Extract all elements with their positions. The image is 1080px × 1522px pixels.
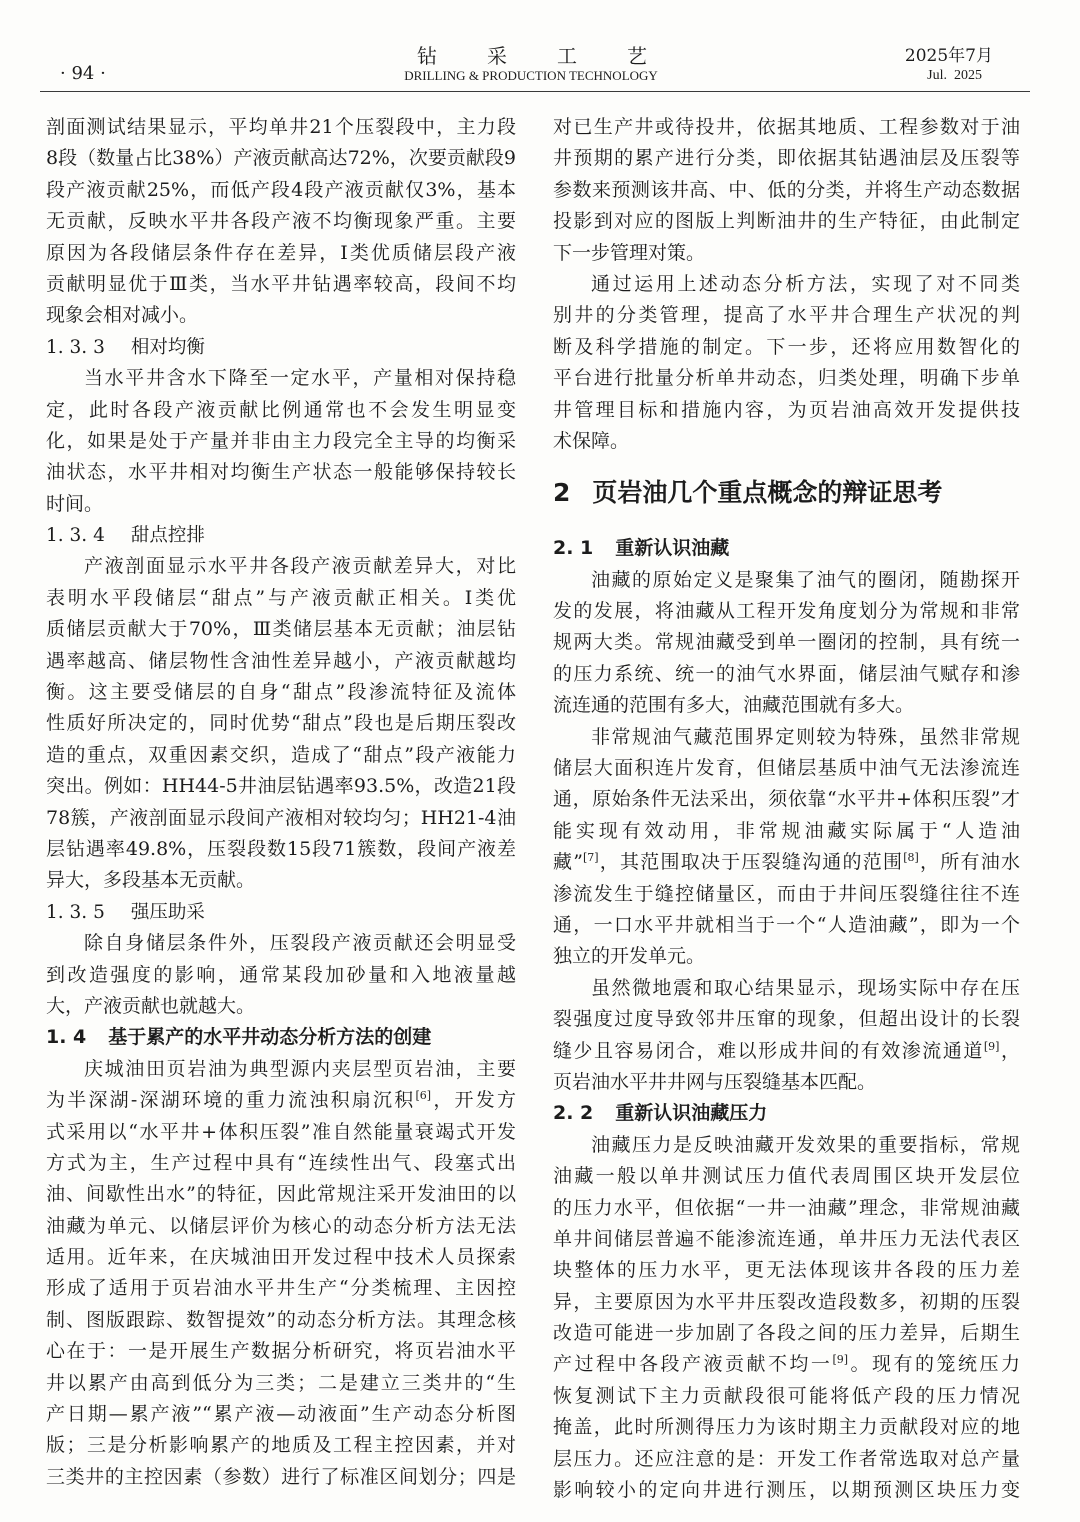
text-line: 78簇，产液剖面显示段间产液相对较均匀；HH21-4油 (46, 806, 516, 829)
text-line: 无贡献，反映水平井各段产液不均衡现象严重。主要 (46, 210, 516, 233)
text-line: 井以累产由高到低分为三类；二是建立三类井的“生 (46, 1371, 516, 1394)
text-line: 油状态，水平井相对均衡生产状态一般能够保持较长 (46, 461, 516, 484)
heading-title: 重新认识油藏 (615, 537, 730, 560)
text-line: 大，产液贡献也就越大。 (46, 994, 256, 1017)
text-line: 发的发展，将油藏从工程开发角度划分为常规和非常 (553, 600, 1020, 623)
heading-number: 1. 3. 5 (46, 901, 105, 923)
heading-title: 强压助采 (130, 901, 205, 923)
text-line: 渗流发生于缝控储量区，而由于井间压裂缝往往不连 (553, 882, 1020, 905)
text-line: 油藏压力是反映油藏开发效果的重要指标，常规 (591, 1133, 1020, 1156)
text-line: 质储层贡献大于70%，Ⅲ类储层基本无贡献；油层钻 (46, 618, 516, 641)
heading-number: 2. 2 (553, 1102, 594, 1125)
text-line: 制、图版跟踪、数智提效”的动态分析方法。其理念核 (46, 1308, 516, 1331)
paragraph (553, 269, 1020, 457)
text-line (553, 1349, 1020, 1380)
journal-title-english: DRILLING & PRODUCTION TECHNOLOGY (404, 68, 658, 83)
text-line: 异大，多段基本无贡献。 (46, 869, 256, 892)
header-divider (40, 91, 1030, 92)
text-line: 定，此时各段产液贡献比例通常也不会发生明显变 (46, 398, 516, 421)
citation-ref: [8] (903, 851, 919, 865)
paragraph (553, 973, 1020, 1099)
text-line: 虽然微地震和取心结果显示，现场实际中存在压 (591, 976, 1020, 999)
text-line: 式采用以“水平井+体积压裂”准自然能量衰竭式开发 (46, 1120, 516, 1143)
text-line: 层钻遇率49.8%，压裂段数15段71簇数，段间产液差 (46, 837, 516, 860)
heading-number: 2 (553, 478, 571, 508)
text-line: 段产液贡献25%，而低产段4段产液贡献仅3%，基本 (46, 178, 516, 201)
text-line: 表明水平段储层“甜点”与产液贡献正相关。Ⅰ类优 (46, 586, 516, 609)
text-line: 贡献明显优于Ⅲ类，当水平井钻遇率较高，段间不均 (46, 272, 516, 295)
heading-title: 基于累产的水平井动态分析方法的创建 (108, 1026, 432, 1049)
text-line: 层压力。还应注意的是：开发工作者常选取对总产量 (553, 1447, 1020, 1470)
text-segment: 。现有的笼统压力 (848, 1353, 1020, 1376)
heading-number: 1. 4 (46, 1026, 87, 1049)
heading-title: 页岩油几个重点概念的辩证思考 (592, 478, 943, 508)
text-line: 规两大类。常规油藏受到单一圈闭的控制，具有统一 (553, 631, 1020, 654)
text-line: 现象会相对减小。 (46, 304, 199, 327)
text-line: 三类井的主控因素（参数）进行了标准区间划分；四是 (46, 1465, 516, 1488)
text-line: 油藏一般以单井测试压力值代表周围区块开发层位 (553, 1165, 1020, 1188)
text-line: 储层大面积连片发育，但储层基质中油气无法渗流连 (553, 757, 1020, 780)
right-column (553, 112, 1020, 1506)
paragraph (46, 112, 516, 332)
text-line: 产液剖面显示水平井各段产液贡献差异大，对比 (84, 555, 516, 578)
text-line: 时间。 (46, 492, 104, 515)
text-line: 遇率越高、储层物性含油性差异越小，产液贡献越均 (46, 649, 516, 672)
paragraph (46, 928, 516, 1022)
paragraph (553, 112, 1020, 269)
subsection-heading (46, 897, 516, 928)
text-line: 方式为主，生产过程中具有“连续性出气、段塞式出 (46, 1151, 516, 1174)
paragraph (553, 1130, 1020, 1507)
text-line: 裂强度过度导致邻井压窜的现象，但超出设计的长裂 (553, 1008, 1020, 1031)
text-line: 心在于：一是开展生产数据分析研究，将页岩油水平 (46, 1340, 516, 1363)
paragraph (46, 1054, 516, 1493)
text-segment: ，其范围取决于压裂缝沟通的范围 (598, 851, 904, 874)
text-line: 化，如果是处于产量并非由主力段完全主导的均衡采 (46, 429, 516, 452)
text-segment: 缝少且容易闭合，难以形成井间的有效渗流通道 (553, 1039, 984, 1062)
text-line: 井管理目标和措施内容，为页岩油高效开发提供技 (553, 398, 1020, 421)
text-line: 平台进行批量分析单井动态，归类处理，明确下步单 (553, 367, 1020, 390)
section-heading (553, 533, 1020, 564)
text-line (553, 847, 1020, 878)
text-line: 到改造强度的影响，通常某段加砂量和入地液量越 (46, 963, 516, 986)
text-line: 投影到对应的图版上判断油井的生产特征，由此制定 (553, 210, 1020, 233)
text-line: 通过运用上述动态分析方法，实现了对不同类 (591, 272, 1020, 295)
citation-ref: [9] (832, 1353, 849, 1367)
text-segment: 为半深湖-深湖环境的重力流浊积扇沉积 (46, 1089, 416, 1112)
text-line: 独立的开发单元。 (553, 945, 706, 968)
text-line: 参数来预测该井高、中、低的分类，并将生产动态数据 (553, 178, 1020, 201)
section-heading (46, 1022, 516, 1053)
text-line: 的压力系统、统一的油气水界面，储层油气赋存和渗 (553, 662, 1020, 685)
text-line: 井预期的累产进行分类，即依据其钻遇油层及压裂等 (553, 147, 1020, 170)
citation-ref: [6] (415, 1089, 432, 1103)
text-line: 异，主要原因为水平井压裂改造段数多，初期的压裂 (553, 1290, 1020, 1313)
heading-number: 1. 3. 4 (46, 525, 105, 547)
issue-date-chinese: 2025年7月 (904, 46, 993, 66)
text-line: 恢复测试下主力贡献段很可能将低产段的压力情况 (553, 1384, 1020, 1407)
text-line: 对已生产井或待投井，依据其地质、工程参数对于油 (553, 116, 1020, 138)
text-line: 改造可能进一步加剧了各段之间的压力差异，后期生 (553, 1322, 1020, 1345)
heading-title: 相对均衡 (130, 336, 205, 358)
text-line: 掩盖，此时所测得压力为该时期主力贡献段对应的地 (553, 1416, 1020, 1439)
text-segment: ，所有油水 (918, 851, 1020, 874)
heading-title: 甜点控排 (130, 525, 205, 547)
text-line: 适用。近年来，在庆城油田开发过程中技术人员探索 (46, 1246, 516, 1269)
citation-ref: [7] (582, 851, 599, 865)
text-line: 术保障。 (553, 429, 630, 452)
text-line: 8段（数量占比38%）产液贡献高达72%，次要贡献段9 (46, 147, 516, 170)
page-number: · 94 · (60, 63, 106, 84)
text-line: 单井间储层普遍不能渗流连通，单井压力无法代表区 (553, 1227, 1020, 1250)
issue-date-english: Jul. 2025 (927, 68, 982, 83)
paragraph (553, 565, 1020, 722)
text-line (46, 1085, 516, 1116)
text-line: 下一步管理对策。 (553, 241, 706, 264)
heading-number: 1. 3. 3 (46, 336, 105, 358)
text-line: 性质好所决定的，同时优势“甜点”段也是后期压裂改 (46, 712, 516, 735)
text-segment: ，开发方 (431, 1089, 516, 1112)
chapter-heading (553, 471, 1020, 515)
text-line: 页岩油水平井井网与压裂缝基本匹配。 (553, 1070, 877, 1093)
text-line: 造的重点，双重因素交织，造成了“甜点”段产液能力 (46, 743, 516, 766)
heading-title: 重新认识油藏压力 (615, 1102, 768, 1125)
text-line: 剖面测试结果显示，平均单井21个压裂段中，主力段 (46, 116, 516, 138)
text-line: 突出。例如：HH44-5井油层钻遇率93.5%，改造21段 (46, 775, 516, 798)
subsection-heading (46, 520, 516, 551)
text-line: 通，一口水平井就相当于一个“人造油藏”，即为一个 (553, 913, 1020, 936)
text-line: 除自身储层条件外，压裂段产液贡献还会明显受 (84, 932, 516, 955)
text-line: 块整体的压力水平，更无法体现该井各段的压力差 (553, 1259, 1020, 1282)
text-line: 产日期—累产液”“累产液—动液面”生产动态分析图 (46, 1403, 516, 1426)
text-line: 油、间歇性出水”的特征，因此常规注采开发油田的以 (46, 1183, 516, 1206)
text-line: 当水平井含水下降至一定水平，产量相对保持稳 (84, 367, 516, 390)
text-segment: 藏” (553, 851, 583, 874)
text-line: 版；三是分析影响累产的地质及工程主控因素，并对 (46, 1434, 516, 1457)
text-line: 非常规油气藏范围界定则较为特殊，虽然非常规 (591, 725, 1020, 748)
text-line: 通，原始条件无法采出，须依靠“水平井+体积压裂”才 (553, 788, 1020, 811)
paragraph (553, 722, 1020, 973)
text-line: 油藏为单元、以储层评价为核心的动态分析方法无法 (46, 1214, 516, 1237)
text-line: 别井的分类管理，提高了水平井合理生产状况的判 (553, 304, 1020, 327)
heading-number: 2. 1 (553, 537, 594, 560)
text-segment: ， (999, 1039, 1020, 1062)
text-line: 断及科学措施的制定。下一步，还将应用数智化的 (553, 335, 1020, 358)
journal-title-chinese: 钻采工艺 (417, 44, 697, 68)
citation-ref: [9] (983, 1039, 1000, 1053)
text-line: 原因为各段储层条件存在差异，Ⅰ类优质储层段产液 (46, 241, 516, 264)
left-column (46, 112, 516, 1493)
text-line: 形成了适用于页岩油水平井生产“分类梳理、主因控 (46, 1277, 516, 1300)
text-line: 影响较小的定向井进行测压，以期预测区块压力变 (553, 1479, 1020, 1502)
text-line: 衡。这主要受储层的自身“甜点”段渗流特征及流体 (46, 681, 516, 704)
text-line: 流连通的范围有多大，油藏范围就有多大。 (553, 694, 915, 717)
text-line: 的压力水平，但依据“一井一油藏”理念，非常规油藏 (553, 1196, 1020, 1219)
paragraph (46, 551, 516, 896)
text-segment: 产过程中各段产液贡献不均一 (553, 1353, 833, 1376)
section-heading (553, 1098, 1020, 1129)
text-line: 油藏的原始定义是聚集了油气的圈闭，随勘探开 (591, 568, 1020, 591)
paragraph (46, 363, 516, 520)
text-line: 庆城油田页岩油为典型源内夹层型页岩油，主要 (84, 1057, 516, 1080)
text-line: 能实现有效动用，非常规油藏实际属于“人造油 (553, 819, 1020, 842)
text-line (553, 1036, 1020, 1067)
subsection-heading (46, 332, 516, 363)
